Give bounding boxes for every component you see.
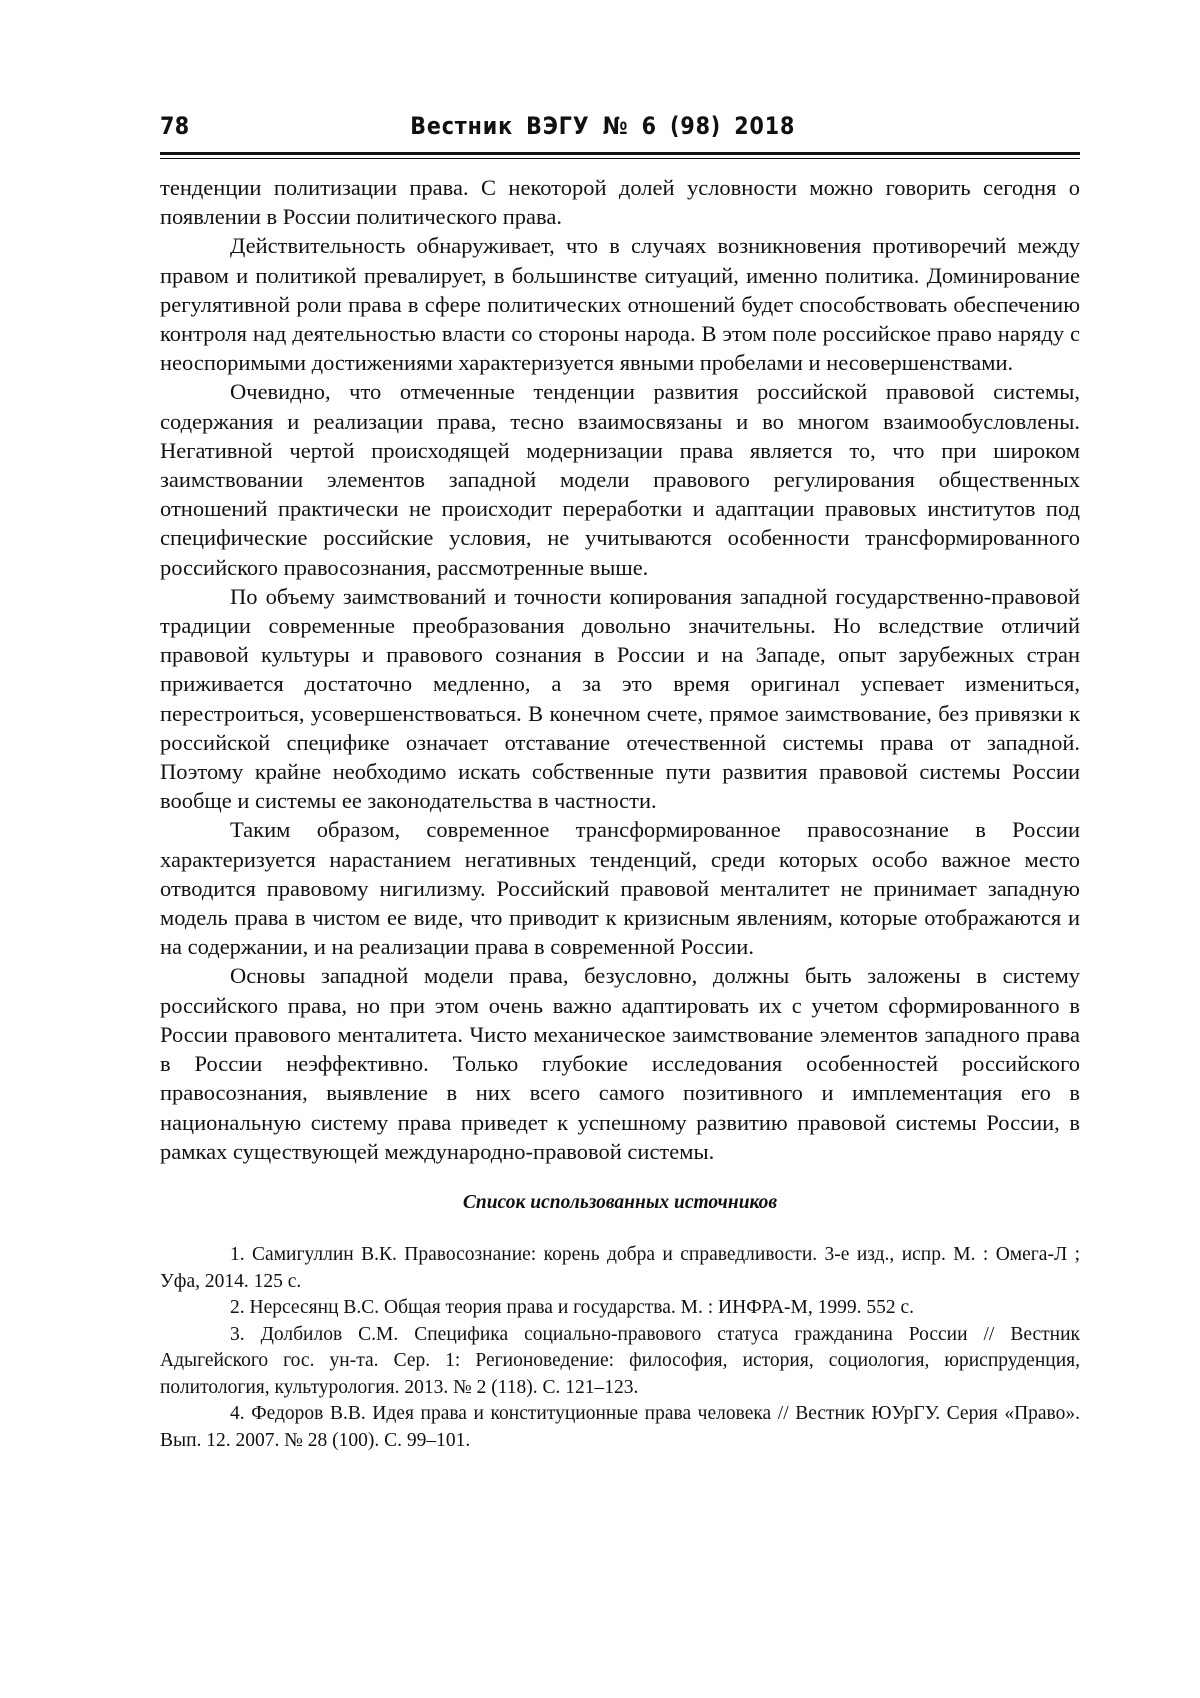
paragraph-continued: тенденции политизации права. С некоторой долей условности можно говорить сегодня о появлении в России политического права. bbox=[160, 175, 1080, 230]
header-rule-thick bbox=[160, 152, 1080, 155]
paragraph: Действительность обнаруживает, что в случаях возникновения противоречий между правом и политикой превалирует, в большинстве ситуаций, именно политика. Доминирование регулятивной роли права в сфере политических отношений будет способствовать обеспечению контроля над деятельностью власти со стороны народа. В этом поле российское право наряду с неоспоримыми достижениями характеризуется явными пробелами и несовершенствами. bbox=[160, 233, 1080, 376]
references-list bbox=[160, 1242, 1080, 1455]
article-body bbox=[160, 173, 1080, 1166]
reference-item: 4. Федоров В.В. Идея права и конституционные права человека // Вестник ЮУрГУ. Серия «Право». Вып. 12. 2007. № 28 (100). С. 99–101. bbox=[160, 1403, 1080, 1452]
paragraph: Очевидно, что отмеченные тенденции развития российской правовой системы, содержания и реализации права, тесно взаимосвязаны и во многом взаимообусловлены. Негативной чертой происходящей модернизации права является то, что при широком заимствовании элементов западной модели правового регулирования общественных отношений практически не происходит переработки и адаптации правовых институтов под специфические российские условия, не учитываются особенности трансформированного российского правосознания, рассмотренные выше. bbox=[160, 379, 1080, 580]
paragraph: Основы западной модели права, безусловно, должны быть заложены в систему российского права, но при этом очень важно адаптировать их с учетом сформированного в России правового менталитета. Чисто механическое заимствование элементов западного права в России неэффективно. Только глубокие исследования особенностей российского правосознания, выявление в них всего самого позитивного и имплементация его в национальную систему права приведет к успешному развитию правовой системы России, в рамках существующей международно-правовой системы. bbox=[160, 963, 1080, 1164]
page-header bbox=[160, 110, 1080, 146]
reference-item: 2. Нерсесянц В.С. Общая теория права и государства. М. : ИНФРА-М, 1999. 552 с. bbox=[230, 1297, 915, 1319]
reference-item: 3. Долбилов С.М. Специфика социально-правового статуса гражданина России // Вестник Адыгейского гос. ун-та. Сер. 1: Регионоведение: философия, история, социология, юриспруденция, политология, культурология. 2013. № 2 (118). С. 121–123. bbox=[160, 1323, 1080, 1398]
journal-page bbox=[160, 110, 1080, 1455]
references-title: Список использованных источников bbox=[462, 1191, 778, 1213]
page-number: 78 bbox=[160, 112, 190, 140]
paragraph: Таким образом, современное трансформированное правосознание в России характеризуется нарастанием негативных тенденций, среди которых особо важное место отводится правовому нигилизму. Российский правовой менталитет не принимает западную модель права в чистом ее виде, что приводит к кризисным явлениям, которые отображаются и на содержании, и на реализации права в современной России. bbox=[160, 817, 1080, 960]
reference-item: 1. Самигуллин В.К. Правосознание: корень добра и справедливости. 3-е изд., испр. М. : Омега-Л ; Уфа, 2014. 125 с. bbox=[160, 1243, 1080, 1292]
journal-title: Вестник ВЭГУ № 6 (98) 2018 bbox=[410, 112, 796, 140]
paragraph: По объему заимствований и точности копирования западной государственно-правовой традиции современные преобразования довольно значительны. Но вследствие отличий правовой культуры и правового сознания в России и на Западе, опыт зарубежных стран приживается достаточно медленно, а за это время оригинал успевает измениться, перестроиться, усовершенствоваться. В конечном счете, прямое заимствование, без привязки к российской специфике означает отставание отечественной системы права от западной. Поэтому крайне необходимо искать собственные пути развития правовой системы России вообще и системы ее законодательства в частности. bbox=[160, 583, 1080, 814]
header-rule-thin bbox=[160, 158, 1080, 159]
